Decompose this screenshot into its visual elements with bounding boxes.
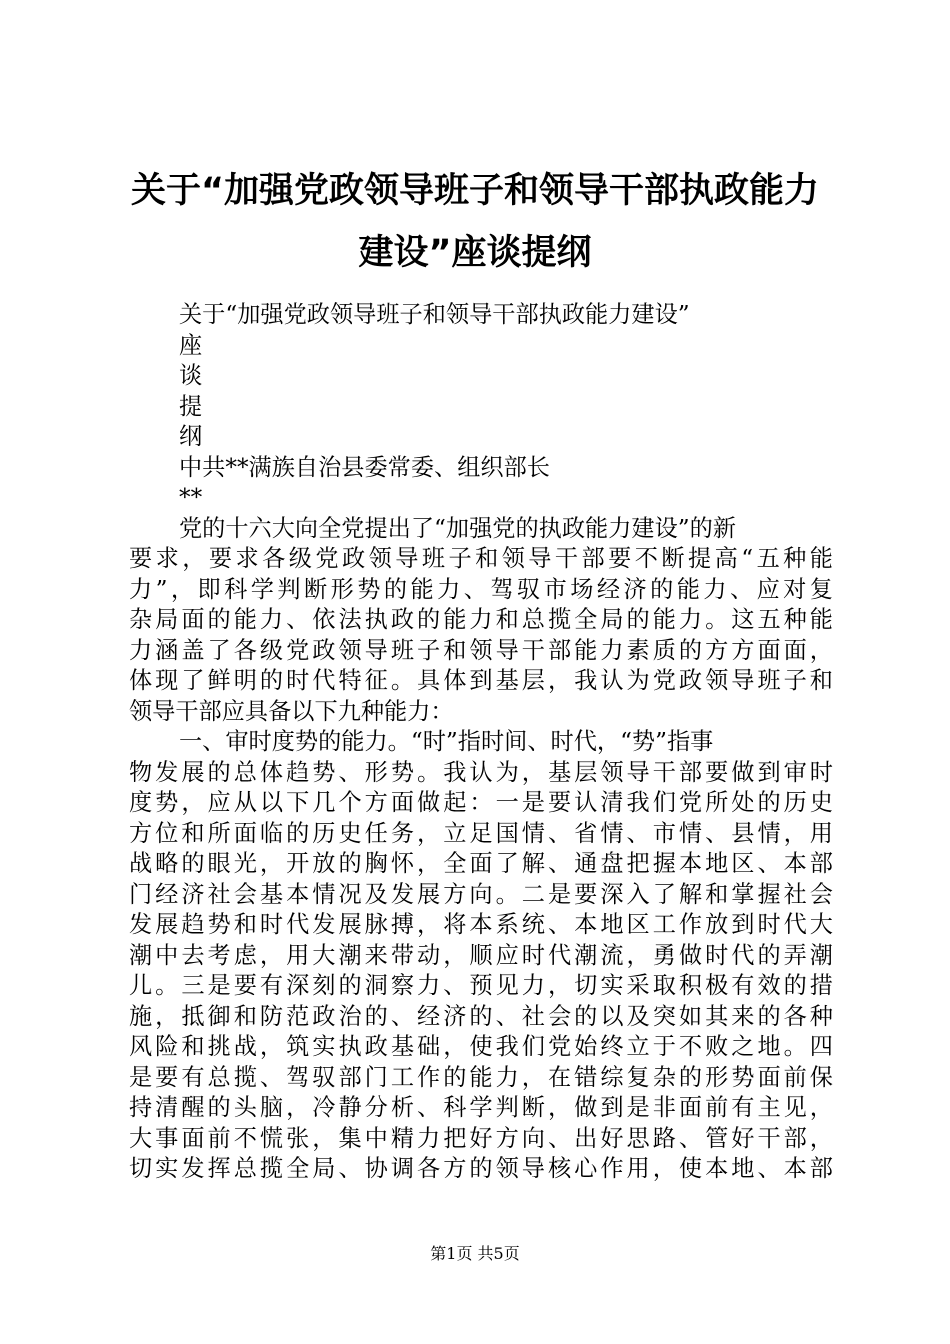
document-body: [129, 300, 833, 1185]
author-name-line: **: [179, 484, 203, 511]
paragraph-line: 要求，要求各级党政领导班子和领导干部要不断提高“五种能: [129, 545, 833, 572]
paragraph-line: 一、审时度势的能力。“时”指时间、时代，“势”指事: [179, 728, 714, 755]
paragraph-line: 是要有总揽、驾驭部门工作的能力，在错综复杂的形势面前保: [129, 1063, 833, 1091]
paragraph-line: 力涵盖了各级党政领导班子和领导干部能力素质的方方面面，: [129, 636, 833, 664]
paragraph-line: 潮中去考虑，用大潮来带动，顺应时代潮流，勇做时代的弄潮: [129, 941, 833, 969]
page-footer: 第1页 共5页: [430, 1244, 520, 1263]
header-line: 纲: [179, 423, 203, 450]
paragraph-line: 物发展的总体趋势、形势。我认为，基层领导干部要做到审时: [129, 758, 833, 786]
paragraph-line: 体现了鲜明的时代特征。具体到基层，我认为党政领导班子和: [129, 667, 833, 694]
paragraph-line: 施，抵御和防范政治的、经济的、社会的以及突如其来的各种: [129, 1002, 833, 1030]
title-line-2: 建设”座谈提纲: [358, 233, 592, 273]
paragraph-ability-one: [129, 727, 833, 1185]
header-line: 座: [179, 331, 203, 359]
document-title: [120, 160, 830, 284]
header-line: 关于“加强党政领导班子和领导干部执政能力建设”: [179, 301, 690, 328]
title-line-1: 关于“加强党政领导班子和领导干部执政能力: [130, 171, 819, 211]
paragraph-line: 战略的眼光，开放的胸怀，全面了解、通盘把握本地区、本部: [129, 850, 833, 877]
paragraph-line: 风险和挑战，筑实执政基础，使我们党始终立于不败之地。四: [129, 1033, 833, 1060]
paragraph-line: 持清醒的头脑，冷静分析、科学判断，做到是非面前有主见，: [129, 1094, 833, 1121]
paragraph-line: 度势，应从以下几个方面做起：一是要认清我们党所处的历史: [129, 789, 833, 816]
header-line: 谈: [179, 362, 203, 389]
author-line: 中共**满族自治县委常委、组织部长: [179, 453, 550, 481]
paragraph-line: 儿。三是要有深刻的洞察力、预见力，切实采取积极有效的措: [129, 972, 833, 999]
paragraph-line: 党的十六大向全党提出了“加强党的执政能力建设”的新: [179, 514, 737, 542]
header-block: [129, 300, 833, 514]
paragraph-line: 方位和所面临的历史任务，立足国情、省情、市情、县情，用: [129, 819, 833, 847]
paragraph-line: 力”，即科学判断形势的能力、驾驭市场经济的能力、应对复: [129, 575, 833, 603]
paragraph-line: 大事面前不慌张，集中精力把好方向、出好思路、管好干部，: [129, 1124, 833, 1152]
paragraph-intro: [129, 514, 833, 728]
paragraph-line: 切实发挥总揽全局、协调各方的领导核心作用，使本地、本部: [129, 1155, 833, 1182]
paragraph-line: 门经济社会基本情况及发展方向。二是要深入了解和掌握社会: [129, 880, 833, 908]
header-line: 提: [179, 392, 203, 420]
paragraph-line: 杂局面的能力、依法执政的能力和总揽全局的能力。这五种能: [129, 606, 833, 633]
paragraph-line: 领导干部应具备以下九种能力：: [129, 697, 454, 725]
paragraph-line: 发展趋势和时代发展脉搏，将本系统、本地区工作放到时代大: [129, 911, 833, 938]
